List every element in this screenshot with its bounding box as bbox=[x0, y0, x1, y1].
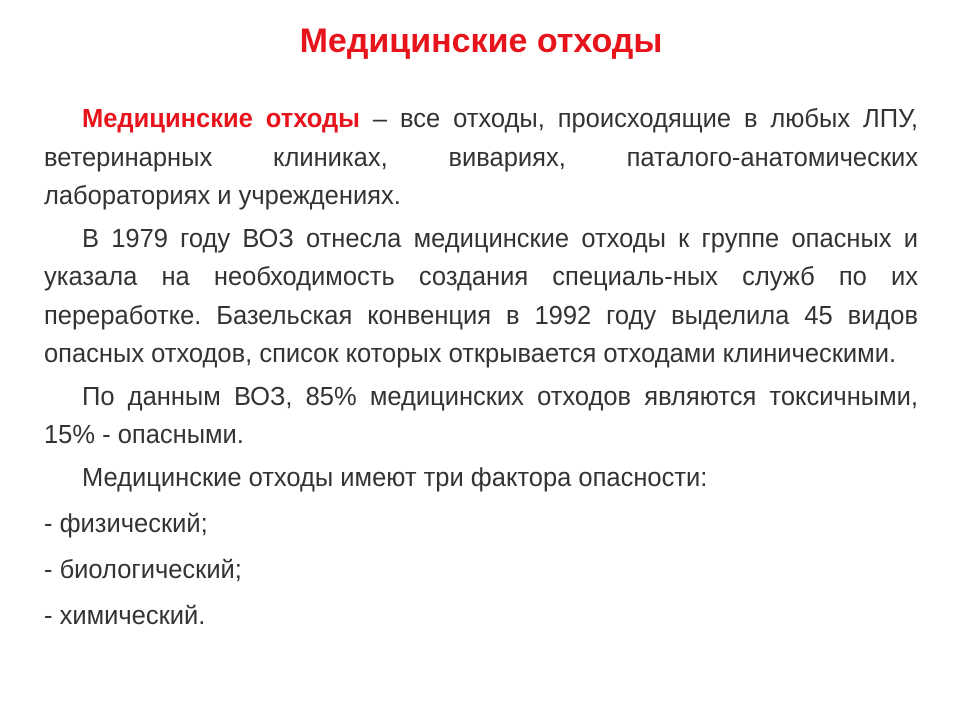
hazard-factor-biological: - биологический; bbox=[44, 556, 242, 584]
hazard-factor-list bbox=[44, 501, 918, 639]
definition-paragraph bbox=[44, 100, 918, 216]
hazard-factor-chemical: - химический. bbox=[44, 602, 206, 630]
who-statistics-paragraph: По данным ВОЗ, 85% медицинских отходов являются токсичными, 15% - опасными. bbox=[44, 382, 918, 449]
definition-term: Медицинские отходы bbox=[82, 105, 360, 133]
hazard-factor-physical: - физический; bbox=[44, 510, 208, 538]
who-1979-paragraph: В 1979 году ВОЗ отнесла медицинские отходы к группе опасных и указала на необходимость создания специаль-ных служб по их переработке. Базельская конвенция в 1992 году выделила 45 видов опасных отходов, список которых открывается отходами клиническими. bbox=[44, 224, 918, 368]
definition-text: – все отходы, происходящие в любых ЛПУ, ветеринарных клиниках, вивариях, паталого-анатомических лабораториях и учреждениях. bbox=[44, 105, 919, 210]
slide-title: Медицинские отходы bbox=[299, 22, 663, 60]
hazard-factors-intro: Медицинские отходы имеют три фактора опасности: bbox=[82, 463, 708, 492]
slide-body bbox=[44, 100, 918, 639]
